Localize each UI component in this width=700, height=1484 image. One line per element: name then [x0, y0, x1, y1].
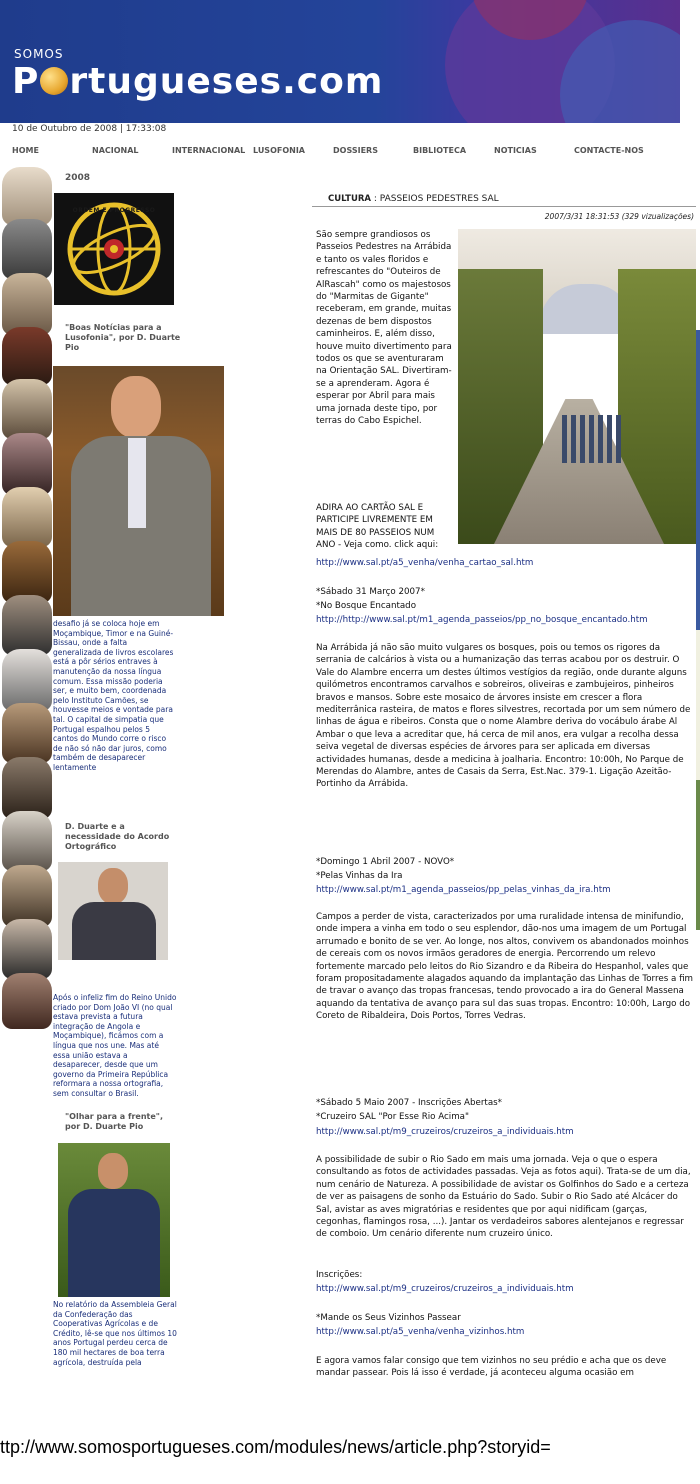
portrait-face — [98, 1153, 128, 1189]
portrait-image — [2, 327, 52, 385]
portrait-image — [2, 167, 52, 225]
event-4-body: E agora vamos falar consigo que tem vizinhos no seu prédio e acha que os deve mandar passear. Pois lá isso é verdade, já aconteceu alguma ocasião em — [316, 1356, 667, 1379]
portrait-image — [2, 919, 52, 979]
sidebar-article-1-title[interactable]: "Boas Notícias para a Lusofonia", por D. Duarte Pio — [65, 323, 181, 352]
event-1-title: *No Bosque Encantado — [316, 601, 417, 611]
photo-walkers — [562, 415, 622, 463]
sidebar-article-1-excerpt: desafio já se coloca hoje em Moçambique, Timor e na Guiné-Bissau, onde a falta generalizada de livros escolares está a pôr sérios entraves à manutenção da nossa língua comum. Essa missão poderia ser, e muito bem, coordenada pelo Instituto Camões, se houvesse meios e vontade para tal. O capital de simpatia que Portugal espalhou pelos 5 cantos do Mundo corre o risco de não só não dar juros, como também de desaparecer lentamente — [53, 619, 174, 772]
nav-biblioteca[interactable]: BIBLIOTECA — [413, 146, 467, 155]
nav-contacte-nos[interactable]: CONTACTE-NOS — [574, 146, 644, 155]
portrait-face — [98, 868, 128, 904]
portrait-face — [111, 376, 161, 438]
event-3-date: *Sábado 5 Maio 2007 - Inscrições Abertas* — [316, 1098, 503, 1108]
header-banner — [0, 0, 680, 123]
section-breadcrumb: CULTURA : PASSEIOS PEDESTRES SAL — [328, 194, 499, 204]
duarte-pio-photo-3[interactable] — [58, 1143, 170, 1297]
sidebar-article-2-title[interactable]: D. Duarte e a necessidade do Acordo Ortográfico — [65, 822, 170, 851]
divider — [312, 206, 696, 207]
site-logo[interactable]: P rtugueses.com — [12, 61, 384, 102]
event-2-title: *Pelas Vinhas da Ira — [316, 871, 403, 881]
card-promo-text: ADIRA AO CARTÃO SAL E PARTICIPE LIVREMENTE EM MAIS DE 80 PASSEIOS NUM ANO - Veja como. click aqui: — [316, 503, 439, 551]
event-4-title: *Mande os Seus Vizinhos Passear — [316, 1313, 461, 1323]
page-url: ttp://www.somosportugueses.com/modules/news/article.php?storyid= — [0, 1437, 551, 1457]
event-3-link[interactable]: http://www.sal.pt/m9_cruzeiros/cruzeiros_a_individuais.htm — [316, 1127, 574, 1137]
portrait-shirt — [128, 438, 146, 528]
portrait-image — [2, 541, 52, 603]
sidebar-year: 2008 — [65, 173, 91, 183]
event-3-title: *Cruzeiro SAL "Por Esse Rio Acima" — [316, 1112, 469, 1122]
event-1-link[interactable]: http://http://www.sal.pt/m1_agenda_passeios/pp_no_bosque_encantado.htm — [316, 615, 648, 625]
nav-home[interactable]: HOME — [12, 146, 39, 155]
sidebar-article-3-excerpt: No relatório da Assembleia Geral da Confederação das Cooperativas Agrícolas e de Crédito, lê-se que nos últimos 10 anos Portugal perdeu cerca de 180 mil hectares de boa terra agrícola, destruída pela — [53, 1300, 177, 1367]
armillary-sphere-emblem[interactable] — [54, 193, 174, 305]
portrait-image — [2, 811, 52, 871]
event-2-body: Campos a perder de vista, caracterizados por uma ruralidade intensa de minifundio, onde impera a vinha em todo o seu esplendor, dão-nos uma imagem de um Portugal arrumado e bonito de se ver. Ao longe, nos altos, convivem os abandonados moinhos de cereais com os novos irmãos geradores de energia. Percorrendo um relevo fortemente marcado pelo leitos do Rio Sizandro e da Ribeira do Hespanhol, vales que foram propositadamente alagados aquando da implantação das Linhas de Torres a fim de travar o avanço das tropas francesas, tendo provocado a ira do General Massena aquando da tentativa de avanço para sul das suas tropas. Encontro: 10:00h, Largo do Coreto de Ribaldeira, Dois Portos, Torres Vedras. — [316, 912, 694, 1022]
main-nav — [0, 146, 700, 158]
portrait-image — [2, 703, 52, 763]
article-meta: 2007/3/31 18:31:53 (329 vizualizações) — [544, 212, 694, 221]
event-2-link[interactable]: http://www.sal.pt/m1_agenda_passeios/pp_pelas_vinhas_da_ira.htm — [316, 885, 611, 895]
section-label[interactable]: CULTURA — [328, 194, 371, 204]
nav-noticias[interactable]: NOTICIAS — [494, 146, 537, 155]
event-1-body: Na Arrábida já não são muito vulgares os bosques, pois ou temos os rigores da serrania de calcários à vista ou a humanização das terras acabou por os destruir. O Vale do Alambre encerra um destes últimos vestígios da região, onde durante alguns quilómetros encontramos carvalhos e sobreiros, oliveiras e zambujeiros, pinheiros bravos e mansos. Sobre este mosaico de árvores insiste em crescer a flora mediterrânica rasteira, de matos e flores silvestres, recortada por um sem número de linhas de água e ribeiros. Consta que o nome Alambre deriva do vocábulo árabe Al Ambar o que leva a acreditar que, há cerca de mil anos, era vulgar a recolha dessa seiva vegetal de diversas espécies de árvores para ser aplicada em diversas actividades humanas, desde a medicina à joalharia. Encontro: 10:00h, No Parque de Merendas do Alambre, antes de Casais da Serra, Est.Nac. 379-1. Ligação Azeitão-Portinho da Arrábida. — [316, 643, 691, 790]
nav-nacional[interactable]: NACIONAL — [92, 146, 139, 155]
event-3-registration-link[interactable]: http://www.sal.pt/m9_cruzeiros/cruzeiros_a_individuais.htm — [316, 1284, 574, 1294]
portrait-image — [2, 219, 52, 279]
article-title: PASSEIOS PEDESTRES SAL — [379, 194, 499, 204]
nav-internacional[interactable]: INTERNACIONAL — [172, 146, 246, 155]
portrait-image — [2, 433, 52, 495]
portrait-suit — [68, 1189, 160, 1297]
nav-dossiers[interactable]: DOSSIERS — [333, 146, 378, 155]
event-3-body: A possibilidade de subir o Rio Sado em mais uma jornada. Veja o que o espera consultando as fotos de actividades passadas. Veja as fotos aqui). Trata-se de um dia, num cenário de Natureza. A possibilidade de avistar os Golfinhos do Sado e a certeza de ver as paisagens de sonho da Estuário do Sado. Subir o Rio Sado até Alcácer do Sal, avistar as aves migratórias e residentes que por aqui nidificam (garças, cegonhas, flamingos rosa, ...). Jantar os verdadeiros sabores alentejanos e regressar de comboio. Um cenário diferente num cruzeiro único. — [316, 1155, 691, 1240]
adjacent-column-edge — [696, 330, 700, 1330]
portrait-image — [2, 273, 52, 335]
portrait-image — [2, 973, 52, 1029]
card-link[interactable]: http://www.sal.pt/a5_venha/venha_cartao_sal.htm — [316, 558, 534, 568]
sidebar-article-2-excerpt: Após o infeliz fim do Reino Unido criado por Dom João VI (no qual estava prevista a futura integração de Angola e Moçambique), ficámos com a língua que nos une. Mas até essa união estava a desaparecer, desde que um governo da Primeira República reformara a nossa ortografia, sem consultar o Brasil. — [53, 993, 177, 1098]
portrait-strip — [2, 167, 52, 1029]
portrait-image — [2, 865, 52, 927]
portrait-suit — [72, 902, 156, 960]
duarte-pio-portrait-photo[interactable] — [53, 366, 224, 616]
globe-icon — [40, 67, 68, 95]
duarte-pio-photo-2[interactable] — [58, 862, 168, 960]
portrait-image — [2, 595, 52, 655]
portrait-image — [2, 379, 52, 439]
event-4-link[interactable]: http://www.sal.pt/a5_venha/venha_vizinhos.htm — [316, 1327, 525, 1337]
article-intro: São sempre grandiosos os Passeios Pedestres na Arrábida e tanto os vales floridos e refrescantes do "Outeiros de AlRascah" como os majestosos do "Marmitas de Gigante" receberam, em grande, muitas dezenas de bem dispostos caminheiros. E, além disso, houve muito divertimento para todos os que se aventuraram na Orientação SAL. Divertiram-se a aprenderam. Agora é esperar por Abril para mais uma jornada deste tipo, por terras do Cabo Espichel. — [316, 230, 452, 427]
sidebar-article-3-title[interactable]: "Olhar para a frente", por D. Duarte Pio — [65, 1112, 163, 1131]
event-1-date: *Sábado 31 Março 2007* — [316, 587, 425, 597]
portrait-image — [2, 757, 52, 819]
nav-lusofonia[interactable]: LUSOFONIA — [253, 146, 305, 155]
emblem-motto: ORDEM E PROGRESSO — [72, 207, 156, 214]
event-2-date: *Domingo 1 Abril 2007 - NOVO* — [316, 857, 455, 867]
event-3-registration-label: Inscrições: — [316, 1270, 363, 1280]
portrait-image — [2, 649, 52, 711]
brand-somos: SOMOS — [14, 47, 64, 61]
dateline: 10 de Outubro de 2008 | 17:33:08 — [12, 124, 167, 134]
portrait-image — [2, 487, 52, 547]
walkers-path-photo[interactable] — [458, 229, 696, 544]
